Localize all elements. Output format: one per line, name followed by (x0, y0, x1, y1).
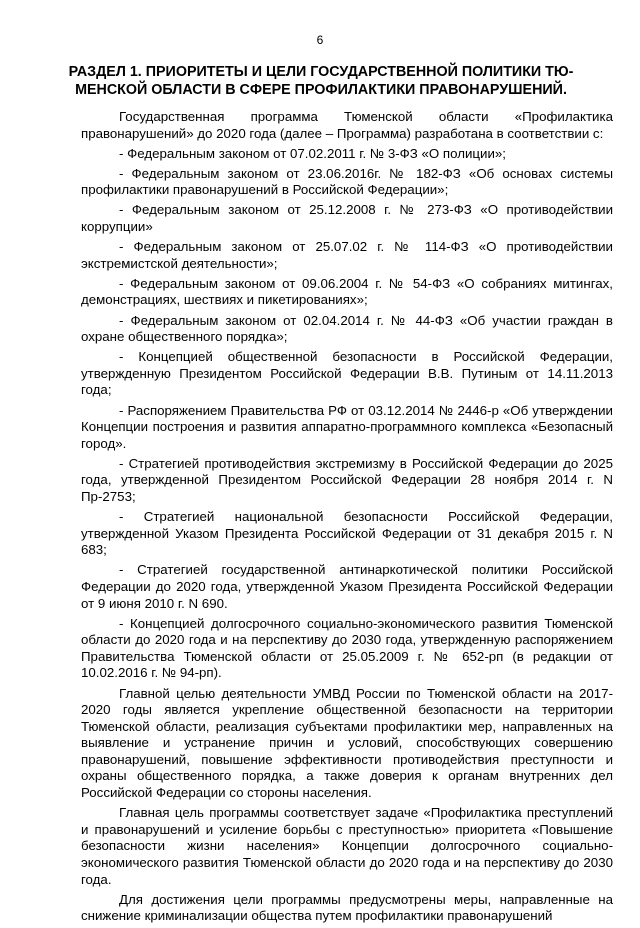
list-item: - Стратегией государственной антинаркотической политики Российской Федерации до 2020 года, утвержденной Указом Президента Российской Федерации от 9 июня 2010 г. N 690. (81, 562, 613, 611)
section-title-line-1: РАЗДЕЛ 1. ПРИОРИТЕТЫ И ЦЕЛИ ГОСУДАРСТВЕННОЙ ПОЛИТИКИ ТЮ- (68, 64, 574, 80)
paragraph-goal-alignment: Главная цель программы соответствует задаче «Профилактика преступлений и правонарушений и усиление борьбы с преступностью» приоритета «Повышение безопасности жизни населения» Концепции долгосрочного социально-экономического развития Тюменской области до 2020 года и на перспективу до 2030 года. (81, 805, 613, 887)
page-number: 6 (316, 33, 324, 47)
list-item: - Распоряжением Правительства РФ от 03.12.2014 № 2446-р «Об утверждении Концепции построения и развития аппаратно-программного комплекса «Безопасный город». (81, 402, 613, 451)
paragraph-measures: Для достижения цели программы предусмотрены меры, направленные на снижение криминализации общества путем профилактики правонарушений (81, 891, 613, 924)
paragraph-intro: Государственная программа Тюменской области «Профилактика правонарушений» до 2020 года (далее – Программа) разработана в соответствии с: (81, 109, 613, 141)
section-title-line-2: МЕНСКОЙ ОБЛАСТИ В СФЕРЕ ПРОФИЛАКТИКИ ПРАВОНАРУШЕНИЙ. (75, 82, 567, 98)
list-item: - Федеральным законом от 09.06.2004 г. № 54-ФЗ «О собраниях митингах, демонстрациях, шествиях и пикетированиях»; (81, 275, 613, 308)
section-title (40, 63, 602, 99)
list-item: - Концепцией долгосрочного социально-экономического развития Тюменской области до 2020 года и на перспективу до 2030 года, утвержденную распоряжением Правительства Тюменской области от 25.05.2009 г. № 652-рп (в редакции от 10.02.2016 г. № 94-рп). (81, 615, 613, 681)
document-body (81, 109, 613, 928)
list-item: - Федеральным законом от 25.07.02 г. № 114-ФЗ «О противодействии экстремистской деятельности»; (81, 239, 613, 271)
list-item: - Стратегией противодействия экстремизму в Российской Федерации до 2025 года, утвержденной Президентом Российской Федерации 28 ноября 2014 г. N Пр-2753; (81, 455, 613, 504)
list-item: - Федеральным законом от 02.04.2014 г. № 44-ФЗ «Об участии граждан в охране общественного порядка»; (81, 312, 613, 345)
list-item: - Федеральным законом от 07.02.2011 г. № 3-ФЗ «О полиции»; (119, 145, 506, 161)
list-item: - Федеральным законом от 25.12.2008 г. № 273-ФЗ «О противодействии коррупции» (81, 202, 613, 235)
list-item: - Федеральным законом от 23.06.2016г. № 182-ФЗ «Об основах системы профилактики правонарушений в Российской Федерации»; (81, 165, 613, 198)
list-item: - Стратегией национальной безопасности Российской Федерации, утвержденной Указом Президента Российской Федерации от 31 декабря 2015 г. N 683; (81, 509, 613, 558)
paragraph-main-goal: Главной целью деятельности УМВД России по Тюменской области на 2017-2020 годы является укрепление общественной безопасности на территории Тюменской области, реализация субъектами профилактики мер, направленных на выявление и устранение причин и условий, способствующих совершению правонарушений, повышение эффективности противодействия преступности и охраны общественного порядка, а также доверия к органам внутренних дел Российской Федерации со стороны населения. (81, 685, 613, 801)
list-item: - Концепцией общественной безопасности в Российской Федерации, утвержденную Президентом Российской Федерации В.В. Путиным от 14.11.2013 года; (81, 349, 613, 398)
